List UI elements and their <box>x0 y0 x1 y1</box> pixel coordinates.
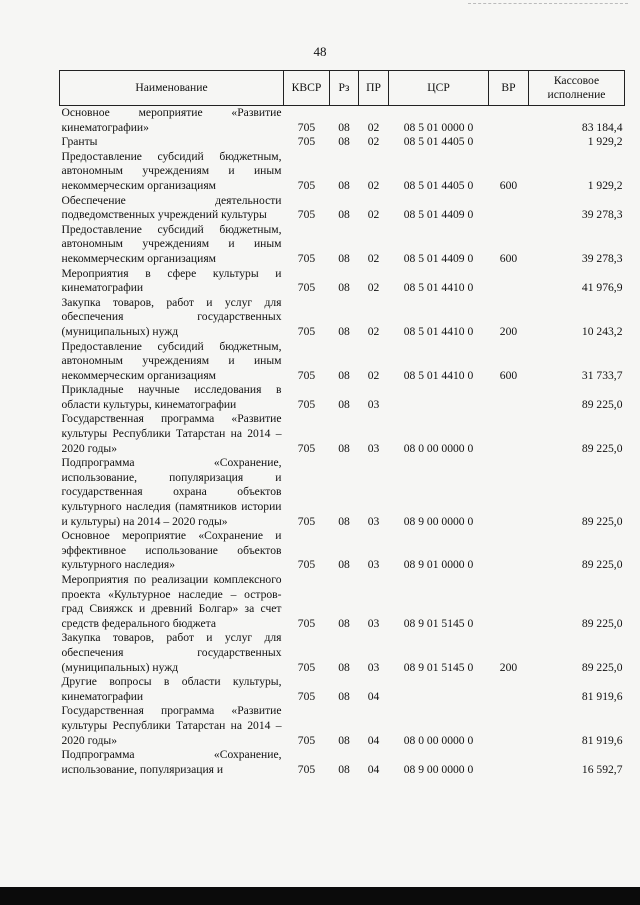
row-csr-cell: 08 5 01 0000 0 <box>403 120 474 134</box>
row-amount-cell: 89 225,0 <box>581 558 623 572</box>
row-kvsr-cell: 705 <box>297 120 316 134</box>
row-kvsr-cell: 705 <box>297 733 316 747</box>
row-rz-cell: 08 <box>338 135 350 149</box>
row-amount-cell: 39 278,3 <box>581 251 623 265</box>
row-amount-cell: 81 919,6 <box>581 689 623 703</box>
row-csr-cell: 08 5 01 4405 0 <box>403 135 474 149</box>
row-csr-cell: 08 5 01 4409 0 <box>403 208 474 222</box>
row-amount-cell: 31 733,7 <box>581 368 623 382</box>
row-pr-cell: 02 <box>367 251 380 265</box>
table-row <box>60 135 625 150</box>
table-row <box>60 412 625 456</box>
row-amount-cell: 1 929,2 <box>587 135 623 149</box>
row-pr-cell: 03 <box>367 397 380 411</box>
row-name-cell: Подпрограмма «Сохранение, использование, популяризация и государственная охрана объектов культурного наследия (памятников истории и культуры) на 2014 – 2020 годы» <box>61 456 282 528</box>
row-rz-cell: 08 <box>338 178 350 192</box>
row-rz-cell: 08 <box>338 733 350 747</box>
row-rz-cell: 08 <box>338 208 350 222</box>
row-vr-cell <box>489 194 529 223</box>
row-amount-cell: 89 225,0 <box>581 397 623 411</box>
row-name-cell: Предоставление субсидий бюджетным, автономным учреждениям и иным некоммерческим организациям <box>61 222 282 265</box>
row-pr-cell: 02 <box>367 281 380 295</box>
row-name-cell: Обеспечение деятельности подведомственных учреждений культуры <box>61 193 282 222</box>
table-row <box>60 223 625 267</box>
row-name-cell: Прикладные научные исследования в области культуры, кинематографии <box>61 383 282 411</box>
row-name-cell: Другие вопросы в области культуры, кинематографии <box>61 675 282 703</box>
row-amount-cell: 16 592,7 <box>581 762 623 776</box>
row-vr-cell <box>489 106 529 136</box>
table-row <box>60 383 625 412</box>
header-pr: ПР <box>359 71 389 106</box>
row-pr-cell: 02 <box>367 178 380 192</box>
row-amount-cell: 81 919,6 <box>581 733 623 747</box>
row-kvsr-cell: 705 <box>297 616 316 630</box>
row-vr-cell: 200 <box>499 324 518 338</box>
row-kvsr-cell: 705 <box>297 368 316 382</box>
row-csr-cell: 08 5 01 4405 0 <box>403 178 474 192</box>
row-name-cell: Закупка товаров, работ и услуг для обеспечения государственных (муниципальных) нужд <box>61 295 282 338</box>
row-name-cell: Предоставление субсидий бюджетным, автономным учреждениям и иным некоммерческим организациям <box>61 149 282 192</box>
row-name-cell: Гранты <box>61 135 98 149</box>
row-kvsr-cell: 705 <box>297 135 316 149</box>
row-pr-cell: 02 <box>367 208 380 222</box>
row-kvsr-cell: 705 <box>297 251 316 265</box>
row-pr-cell: 04 <box>367 689 380 703</box>
row-rz-cell: 08 <box>338 324 350 338</box>
table-header-row <box>60 71 625 106</box>
row-vr-cell <box>489 748 529 777</box>
row-rz-cell: 08 <box>338 368 350 382</box>
row-name-cell: Подпрограмма «Сохранение, использование, популяризация и <box>61 748 282 776</box>
row-csr-cell <box>389 675 489 704</box>
row-name-cell: Государственная программа «Развитие культуры Республики Татарстан на 2014 – 2020 годы» <box>61 412 282 455</box>
row-kvsr-cell: 705 <box>297 558 316 572</box>
header-csr: ЦСР <box>389 71 489 106</box>
row-vr-cell <box>489 412 529 456</box>
row-name-cell: Мероприятия в сфере культуры и кинематографии <box>61 266 282 295</box>
header-rz: Рз <box>330 71 359 106</box>
row-vr-cell: 600 <box>499 178 518 192</box>
row-csr-cell: 08 5 01 4410 0 <box>403 368 474 382</box>
row-amount-cell: 83 184,4 <box>581 120 623 134</box>
row-csr-cell: 08 5 01 4410 0 <box>403 324 474 338</box>
row-amount-cell: 89 225,0 <box>581 441 623 455</box>
row-kvsr-cell: 705 <box>297 397 316 411</box>
row-pr-cell: 03 <box>367 441 380 455</box>
row-kvsr-cell: 705 <box>297 689 316 703</box>
row-kvsr-cell: 705 <box>297 208 316 222</box>
row-pr-cell: 02 <box>367 324 380 338</box>
row-pr-cell: 03 <box>367 514 380 528</box>
row-amount-cell: 1 929,2 <box>587 178 623 192</box>
budget-execution-table <box>59 70 625 777</box>
table-row <box>60 456 625 529</box>
row-csr-cell: 08 0 00 0000 0 <box>403 441 474 455</box>
row-kvsr-cell: 705 <box>297 514 316 528</box>
table-row <box>60 106 625 136</box>
row-vr-cell <box>489 456 529 529</box>
row-kvsr-cell: 705 <box>297 762 316 776</box>
row-rz-cell: 08 <box>338 397 350 411</box>
row-rz-cell: 08 <box>338 120 350 134</box>
header-kvsr: КВСР <box>284 71 330 106</box>
table-row <box>60 267 625 296</box>
row-csr-cell: 08 0 00 0000 0 <box>403 733 474 747</box>
row-rz-cell: 08 <box>338 251 350 265</box>
page-number: 48 <box>313 44 327 59</box>
row-amount-cell: 89 225,0 <box>581 616 623 630</box>
header-amount: Кассовое исполнение <box>529 71 625 106</box>
row-vr-cell <box>489 135 529 150</box>
row-name-cell: Мероприятия по реализации комплексного проекта «Культурное наследие – остров-град Свияжск и древний Болгар» за счет средств федерального бюджета <box>61 573 282 630</box>
row-rz-cell: 08 <box>338 660 350 674</box>
row-kvsr-cell: 705 <box>297 281 316 295</box>
scan-artifact-line <box>468 3 628 4</box>
header-vr: ВР <box>489 71 529 106</box>
row-amount-cell: 89 225,0 <box>581 514 623 528</box>
table-row <box>60 675 625 704</box>
row-amount-cell: 41 976,9 <box>581 281 623 295</box>
row-vr-cell: 200 <box>499 660 518 674</box>
row-rz-cell: 08 <box>338 558 350 572</box>
table-row <box>60 704 625 748</box>
row-csr-cell: 08 9 00 0000 0 <box>403 514 474 528</box>
header-name: Наименование <box>60 71 284 106</box>
row-vr-cell: 600 <box>499 251 518 265</box>
row-kvsr-cell: 705 <box>297 441 316 455</box>
table-row <box>60 150 625 194</box>
row-csr-cell: 08 9 01 5145 0 <box>403 616 474 630</box>
row-kvsr-cell: 705 <box>297 324 316 338</box>
row-pr-cell: 03 <box>367 558 380 572</box>
row-csr-cell: 08 9 01 0000 0 <box>403 558 474 572</box>
row-rz-cell: 08 <box>338 689 350 703</box>
row-rz-cell: 08 <box>338 762 350 776</box>
scan-bottom-border <box>0 887 640 905</box>
row-pr-cell: 02 <box>367 135 380 149</box>
row-amount-cell: 39 278,3 <box>581 208 623 222</box>
row-pr-cell: 03 <box>367 660 380 674</box>
row-name-cell: Основное мероприятие «Сохранение и эффективное использование объектов культурного наследия» <box>61 529 282 572</box>
table-row <box>60 573 625 631</box>
table-row <box>60 194 625 223</box>
row-csr-cell <box>389 383 489 412</box>
row-csr-cell: 08 9 01 5145 0 <box>403 660 474 674</box>
row-pr-cell: 02 <box>367 120 380 134</box>
row-vr-cell <box>489 267 529 296</box>
row-csr-cell: 08 5 01 4410 0 <box>403 281 474 295</box>
row-name-cell: Предоставление субсидий бюджетным, автономным учреждениям и иным некоммерческим организациям <box>61 339 282 382</box>
row-name-cell: Государственная программа «Развитие культуры Республики Татарстан на 2014 – 2020 годы» <box>61 704 282 747</box>
row-vr-cell <box>489 675 529 704</box>
row-pr-cell: 02 <box>367 368 380 382</box>
table-row <box>60 529 625 573</box>
row-vr-cell <box>489 383 529 412</box>
row-vr-cell <box>489 573 529 631</box>
row-rz-cell: 08 <box>338 616 350 630</box>
row-kvsr-cell: 705 <box>297 660 316 674</box>
row-amount-cell: 10 243,2 <box>581 324 623 338</box>
table-row <box>60 631 625 675</box>
row-vr-cell <box>489 529 529 573</box>
row-csr-cell: 08 9 00 0000 0 <box>403 762 474 776</box>
row-vr-cell <box>489 704 529 748</box>
table-row <box>60 340 625 384</box>
row-csr-cell: 08 5 01 4409 0 <box>403 251 474 265</box>
row-rz-cell: 08 <box>338 441 350 455</box>
row-name-cell: Основное мероприятие «Развитие кинематографии» <box>61 106 282 134</box>
row-amount-cell: 89 225,0 <box>581 660 623 674</box>
table-row <box>60 748 625 777</box>
row-rz-cell: 08 <box>338 281 350 295</box>
row-pr-cell: 04 <box>367 762 380 776</box>
row-name-cell: Закупка товаров, работ и услуг для обеспечения государственных (муниципальных) нужд <box>61 631 282 674</box>
row-kvsr-cell: 705 <box>297 178 316 192</box>
row-pr-cell: 03 <box>367 616 380 630</box>
table-row <box>60 296 625 340</box>
row-pr-cell: 04 <box>367 733 380 747</box>
row-vr-cell: 600 <box>499 368 518 382</box>
row-rz-cell: 08 <box>338 514 350 528</box>
